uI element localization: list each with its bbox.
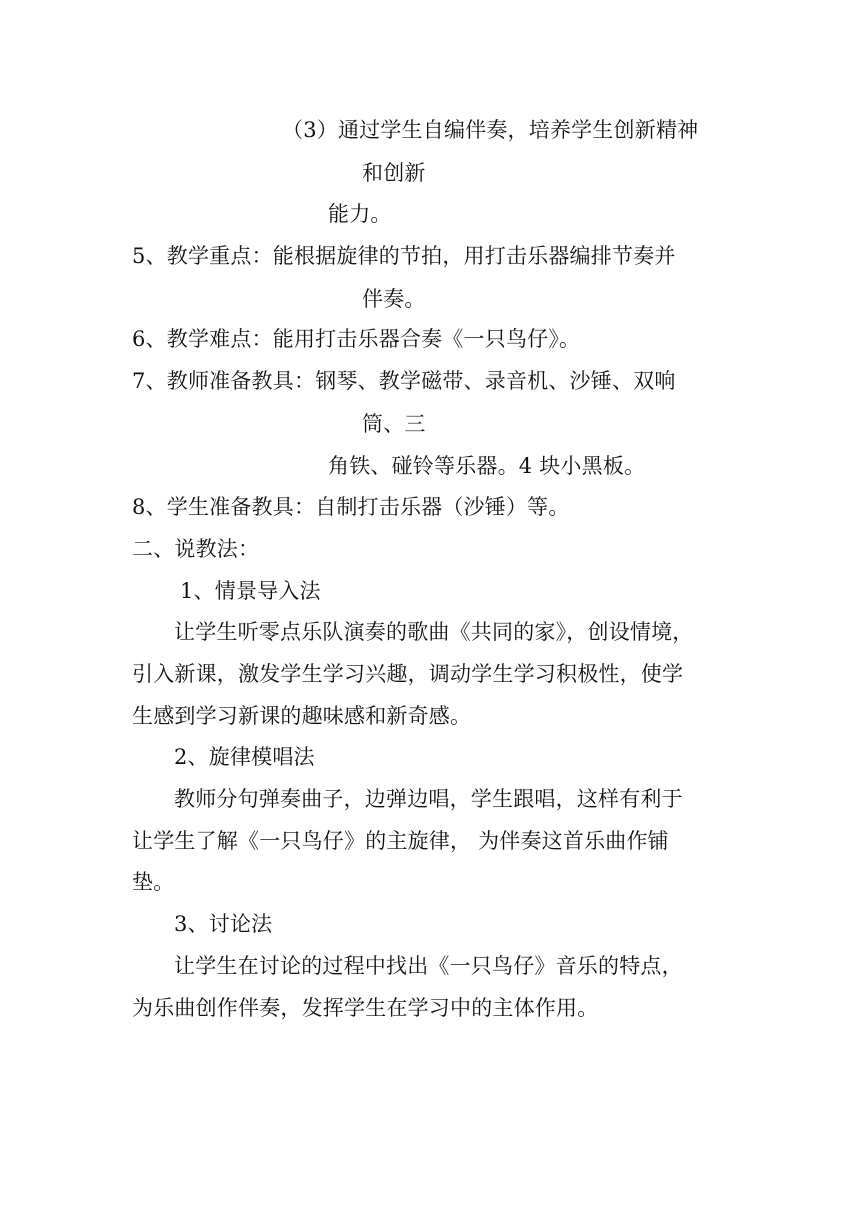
method-1-heading: 1、情景导入法 [180, 579, 321, 603]
method-1-paragraph-line-1: 让学生听零点乐队演奏的歌曲《共同的家》，创设情境， [174, 620, 694, 644]
student-tools-line: 8、学生准备教具：自制打击乐器（沙锤）等。 [132, 495, 570, 519]
method-2-heading: 2、旋律模唱法 [174, 745, 315, 769]
teacher-tools-end: 角铁、碰铃等乐器。4 块小黑板。 [328, 454, 646, 478]
section-heading-teaching-methods: 二、说教法： [132, 537, 260, 561]
method-3-paragraph-line-1: 让学生在讨论的过程中找出《一只鸟仔》音乐的特点， [174, 954, 683, 978]
teaching-focus-line: 5、教学重点：能根据旋律的节拍，用打击乐器编排节奏并 [132, 244, 676, 268]
teaching-focus-continuation: 伴奏。 [362, 287, 426, 311]
objective-3-continuation: 和创新 [362, 161, 426, 185]
method-2-paragraph-line-1: 教师分句弹奏曲子，边弹边唱，学生跟唱，这样有利于 [174, 787, 683, 811]
method-3-paragraph-line-2: 为乐曲创作伴奏，发挥学生在学习中的主体作用。 [132, 996, 599, 1020]
objective-3-end: 能力。 [328, 202, 392, 226]
teacher-tools-line: 7、教师准备教具：钢琴、教学磁带、录音机、沙锤、双响 [132, 369, 676, 393]
objective-3-line: （3）通过学生自编伴奏，培养学生创新精神 [282, 118, 699, 142]
method-2-paragraph-line-2: 让学生了解《一只鸟仔》的主旋律， 为伴奏这首乐曲作铺 [132, 829, 669, 853]
method-3-heading: 3、讨论法 [174, 912, 273, 936]
teaching-difficulty-line: 6、教学难点：能用打击乐器合奏《一只鸟仔》。 [132, 327, 581, 351]
method-1-paragraph-line-2: 引入新课，激发学生学习兴趣，调动学生学习积极性，使学 [132, 662, 684, 686]
method-1-paragraph-line-3: 生感到学习新课的趣味感和新奇感。 [132, 704, 472, 728]
method-2-paragraph-line-3: 垫。 [132, 870, 175, 894]
teacher-tools-continuation: 筒、三 [362, 412, 426, 436]
